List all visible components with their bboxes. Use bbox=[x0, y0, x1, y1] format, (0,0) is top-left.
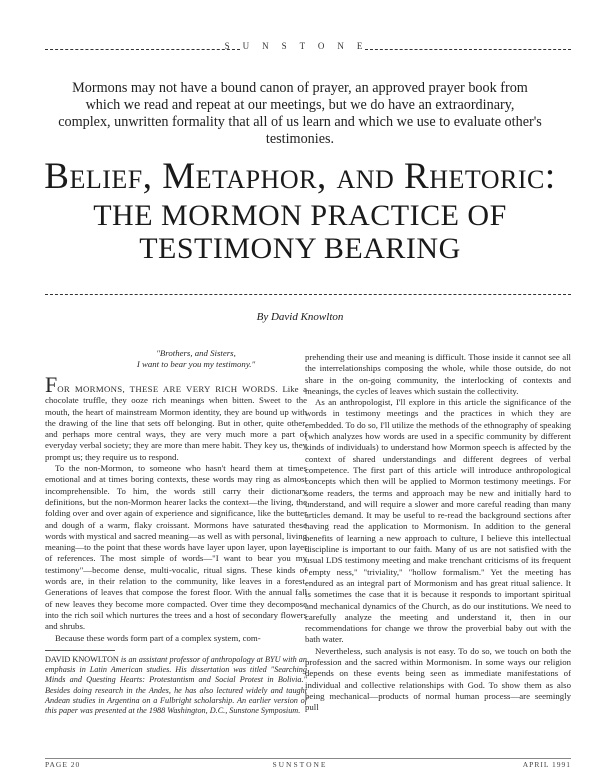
left-paragraph-1 bbox=[45, 372, 308, 463]
lead-caps: OR MORMONS, THESE ARE VERY RICH WORDS. bbox=[57, 384, 278, 394]
article-title-line1: Belief, Metaphor, and Rhetoric: bbox=[44, 156, 556, 197]
journal-name: SUNSTONE bbox=[224, 41, 376, 51]
article-title-line2: THE MORMON PRACTICE OF bbox=[93, 199, 507, 232]
left-paragraph-2: To the non-Mormon, to someone who hasn't heard them at times emotional and at times boring contexts, these words may ring as almost incomprehensible. To him, the words still carry their dictionary definitions, but the non-Mormon hearer lacks the context—the living, the folding over and over again of experience and significance, like the butter and dough of a warm, flaky croissant. Mormons have saturated these words with mystical and sacred meaning—as well as with personal, living meaning—to the point that these words have layer upon layer, upon layer of references. The most simple of words—"I want to bear you my testimony"—become dense, multi-vocalic, ritual signs. These kinds of words are, in their relation to the community, like leaves in a forest. Generations of leaves that compose the forest floor. With the annual fall of new leaves they become more compacted. Over time they decompose into the rich soil which nurtures the trees and a host of secondary flowers and shrubs. bbox=[45, 463, 307, 632]
byline: By David Knowlton bbox=[256, 311, 344, 323]
author-bio bbox=[45, 655, 307, 717]
epigraph-line1: "Brothers, and Sisters, bbox=[156, 348, 236, 358]
left-paragraph-1-text: Like a chocolate truffle, they ooze rich meanings when bitten. Sweet to the mouth, the heart of mainstream Mormon identity, they are bound up with the drawing of the line that sets off belonging. But in other, quite other, and perhaps more central ways, they are very much more a part of everyday verbal society; they are more than mere habit. They key us, they prompt us; they require us to respond. bbox=[45, 384, 308, 462]
bio-name: DAVID KNOWLTON bbox=[45, 654, 119, 664]
left-paragraph-3: Because these words form part of a complex system, com- bbox=[55, 632, 261, 643]
bio-rule bbox=[45, 650, 115, 651]
right-column bbox=[305, 352, 571, 714]
epigraph-line2: I want to bear you my testimony." bbox=[136, 359, 256, 369]
page-number: PAGE 20 bbox=[45, 760, 81, 769]
left-column bbox=[45, 348, 307, 717]
bio-text: is an assistant professor of anthropology at BYU with an emphasis in Latin American studies. His dissertation was titled "Searching Minds and Questing Hearts: Protestantism and Social Protest in Bolivia." Besides doing research in the Andes, he has also lectured widely and taught Andean studies in Argentina on a Fulbright scholarship. An earlier version of this paper was presented at the 1988 Washington, D.C., Sunstone Symposium. bbox=[45, 654, 307, 716]
drop-cap: F bbox=[45, 372, 58, 397]
issue-date: APRIL 1991 bbox=[522, 760, 571, 769]
right-paragraph-3: Nevertheless, such analysis is not easy. To do so, we touch on both the profession and the sacred within Mormonism. In some ways our religion depends on these events being seen as immediate manifestations of individual and collective relationships with God. To show them as also being mechanical—products of normal human process—are seemingly pull bbox=[305, 645, 571, 713]
right-paragraph-2: As an anthropologist, I'll explore in this article the significance of the words in testimony meetings and the practices in which they are embedded. To do so, I'll utilize the methods of the ethnography of speaking (which analyzes how words are used in a specific community by different kinds of individuals) to understand how Mormon speech is affected by the context of shared understandings and different degrees of verbal competence. The first part of this article will introduce anthropological concepts which then will be applied to Mormon testimony meetings. For some readers, the terms and approach may be new and initially hard to understand, and will require a slower and more careful reading than many articles demand. It may be useful to re-read the background sections after having read the application to Mormonism. In addition to the general benefits of learning a new approach to culture, I believe this intellectual discipline is important to our faith. Many of us are not satisfied with the usual LDS testimony meeting and make trenchant criticisms of its frequent "empty ness," "triviality," "hollow formalism." Yet the meeting has endured as an integral part of Mormonism and has great ritual salience. It is sometimes the case that it is because it responds to important spiritual and mechanical dynamics of the Church, as do our institutions. We need to carefully analyze the meeting and understand it, then in our recommendations for change we throw the proverbial baby out with the bath water. bbox=[305, 397, 571, 645]
right-paragraph-1: prehending their use and meaning is difficult. Those inside it cannot see all the interrelationships composing the whole, while those outside, do not share in the on-going community, the interlocking of contexts and meanings, the cycles of leaves which sustain the collectivity. bbox=[305, 352, 571, 396]
title-rule bbox=[45, 294, 571, 295]
footer-rule bbox=[45, 758, 571, 759]
epigraph bbox=[85, 348, 307, 370]
deck-quote: Mormons may not have a bound canon of prayer, an approved prayer book from which we read and repeat at our meetings, but we do have an extraordinary, complex, unwritten formality that all of us learn and which we use to evaluate other's testimonies. bbox=[58, 80, 542, 147]
footer-journal: SUNSTONE bbox=[272, 760, 328, 769]
article-title-line3: TESTIMONY BEARING bbox=[139, 232, 461, 265]
